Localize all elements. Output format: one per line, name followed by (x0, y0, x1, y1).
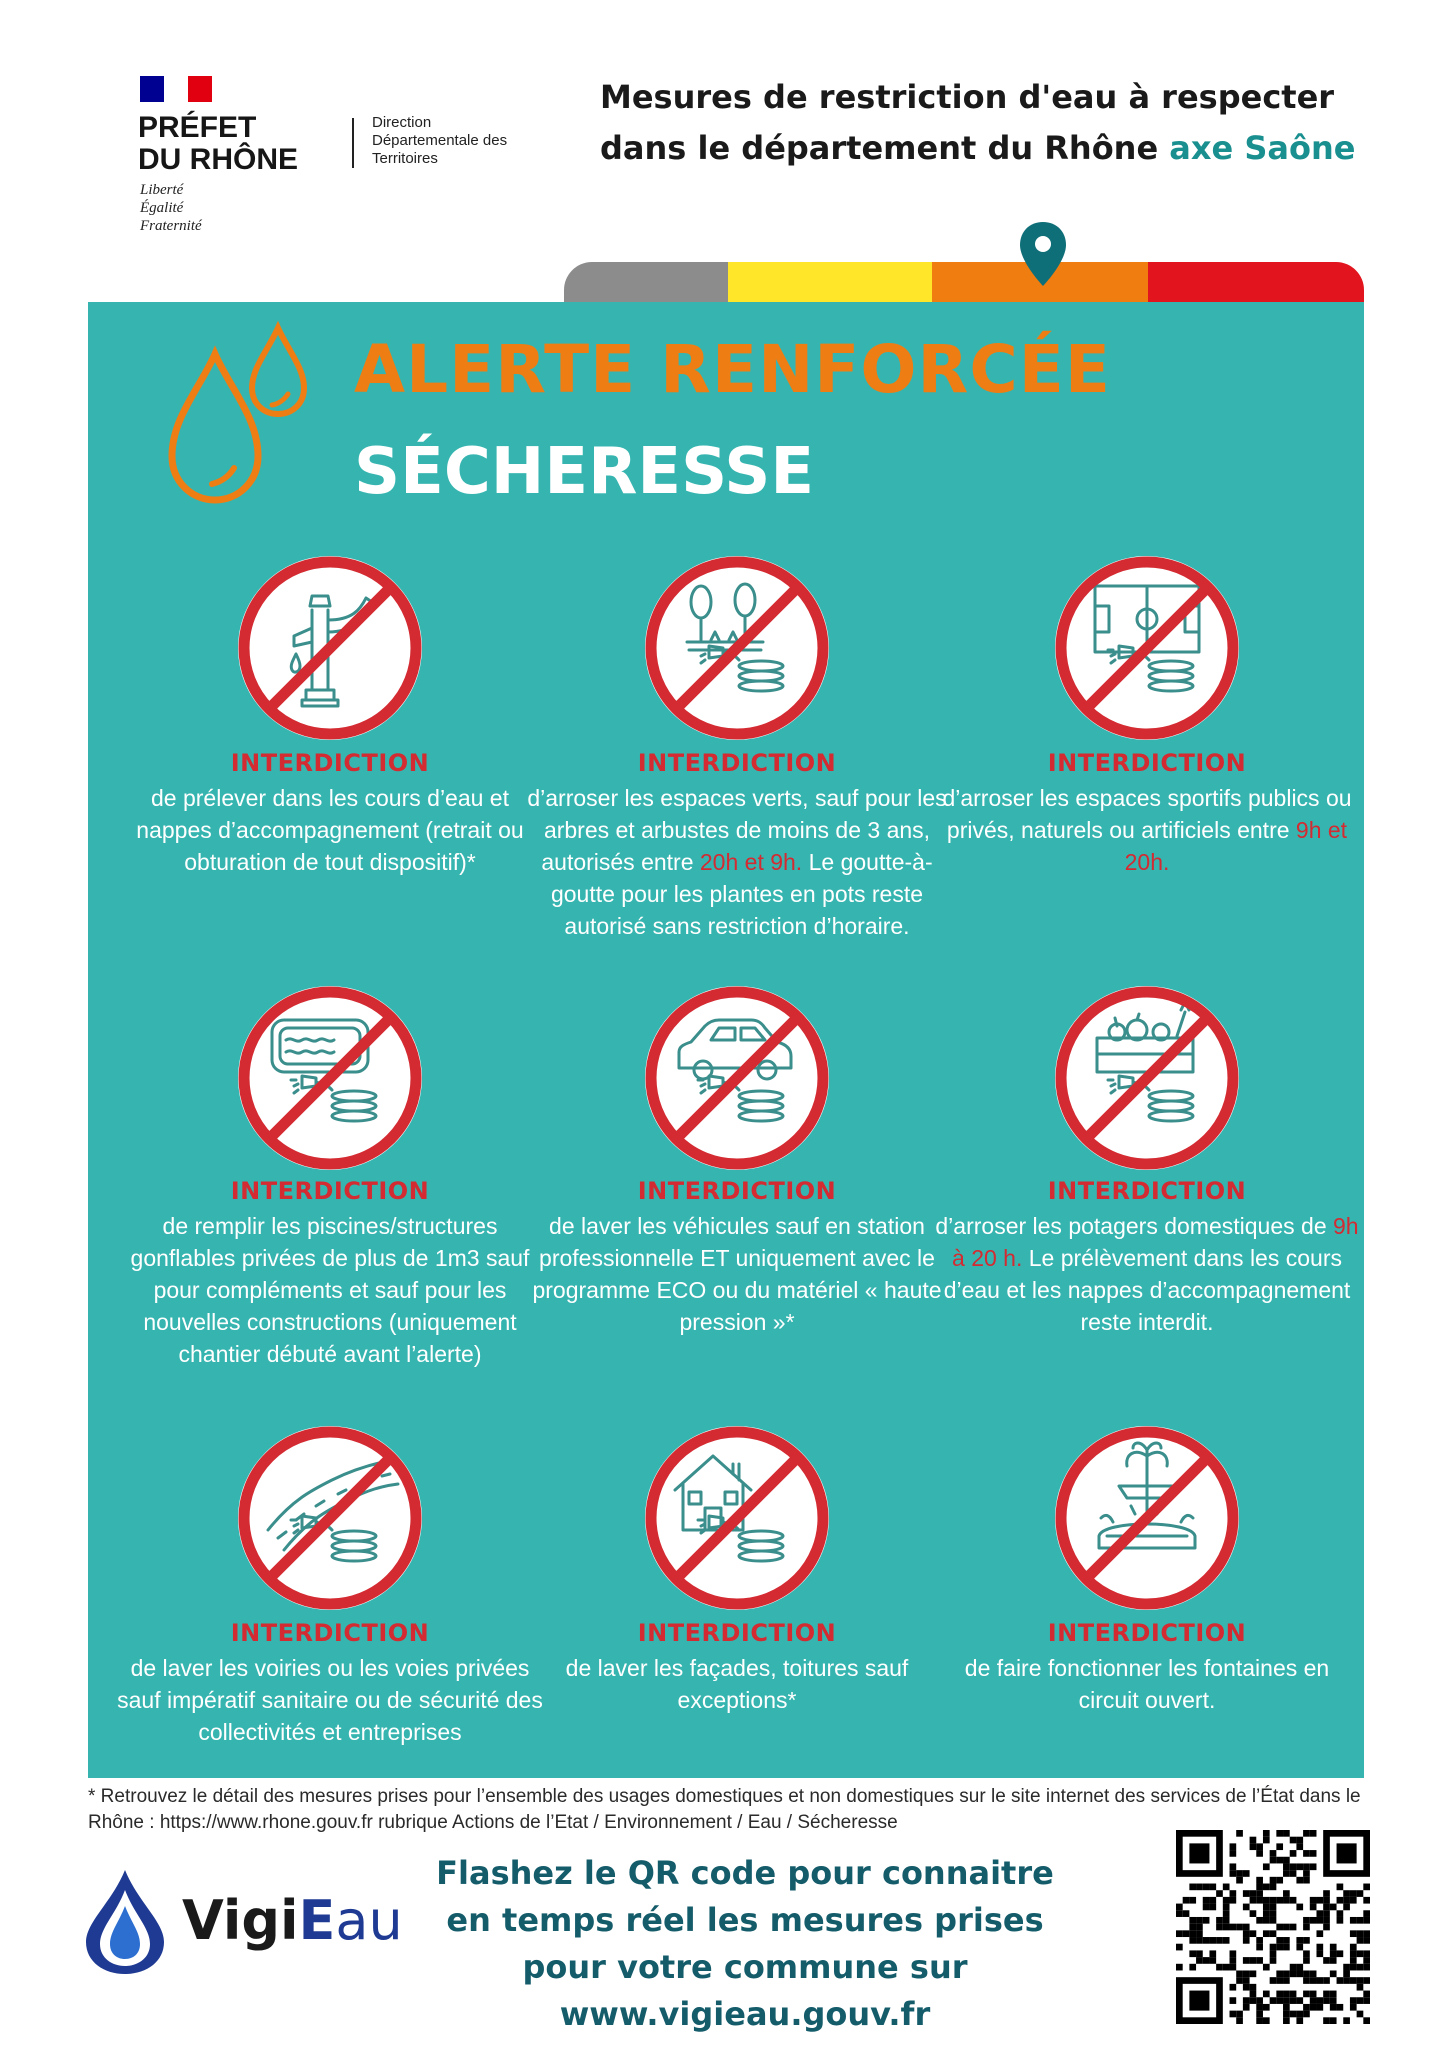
restriction-text: de prélever dans les cours d’eau et nappes d’accompagnement (retrait ou obturation de tout dispositif)* (136, 785, 524, 875)
vegetable-garden-icon (1049, 980, 1245, 1176)
restriction-label: INTERDICTION (230, 749, 430, 777)
water-pump-icon (232, 550, 428, 746)
restriction-description (522, 782, 952, 942)
republic-motto: Liberté Égalité Fraternité (140, 182, 202, 234)
restriction-text: de laver les véhicules sauf en station professionnelle ET uniquement avec le programme ECO ou du matériel « haute pression »* (532, 1213, 942, 1335)
fountain-icon (1049, 1420, 1245, 1616)
french-flag-logo (140, 76, 212, 102)
restriction-text: d’arroser les espaces verts, sauf pour les arbres et arbustes de moins de 3 ans, autorisés entre (527, 785, 947, 875)
restriction-description (932, 782, 1362, 878)
level-alerte (728, 262, 932, 302)
restriction-text: d’arroser les potagers domestiques de (935, 1213, 1333, 1239)
restriction-description (932, 1652, 1362, 1716)
restriction-label: INTERDICTION (230, 1619, 430, 1647)
restriction-hours: 9h à 20 h. (952, 1213, 1359, 1271)
alert-level-bar (564, 262, 1364, 302)
restriction-label: INTERDICTION (637, 1177, 837, 1205)
qr-code-icon[interactable] (1176, 1830, 1370, 2024)
restriction-text: Le goutte-à-goutte pour les plantes en pots reste autorisé sans restriction d’horaire. (550, 849, 933, 939)
prefet-name: PRÉFET DU RHÔNE (138, 111, 299, 176)
restriction-label: INTERDICTION (230, 1177, 430, 1205)
direction-label: Direction Départementale des Territoires (372, 114, 508, 167)
flag-red (188, 76, 212, 102)
restriction-text: de remplir les piscines/structures gonflables privées de plus de 1m3 sauf pour compléments et sauf pour les nouvelles constructions (uniquement chantier débuté avant l’alerte) (130, 1213, 530, 1367)
restriction-description (115, 1210, 545, 1370)
page-title-text: Mesures de restriction d'eau à respecter dans le département du Rhône (600, 78, 1335, 167)
restriction-text: d’arroser les espaces sportifs publics ou privés, naturels ou artificiels entre (942, 785, 1352, 843)
level-vigilance (564, 262, 728, 302)
restriction-label: INTERDICTION (1047, 749, 1247, 777)
alert-title: ALERTE RENFORCÉE (354, 331, 1111, 408)
house-wash-icon (639, 1420, 835, 1616)
restriction-text: de faire fonctionner les fontaines en circuit ouvert. (964, 1655, 1330, 1713)
qr-instructions: Flashez le QR code pour connaitre en temps réel les mesures prises pour votre commune sur www.vigieau.gouv.fr (436, 1854, 1054, 2033)
restriction-text: de laver les façades, toitures sauf exceptions* (565, 1655, 909, 1713)
restriction-description (115, 1652, 545, 1748)
pool-icon (232, 980, 428, 1176)
flag-white (164, 76, 188, 102)
footnote: * Retrouvez le détail des mesures prises pour l’ensemble des usages domestiques et non domestiques sur le site internet des services de l’État dans le Rhône : https://www.rhone.gouv.fr rubrique Actions de l’Etat / Environnement / Eau / Sécheresse (88, 1786, 1361, 1833)
vigieau-wordmark (182, 1886, 402, 1956)
vigieau-e: E (298, 1889, 336, 1952)
restriction-text: Le prélèvement dans les cours d’eau et les nappes d’accompagnement reste interdit. (943, 1245, 1351, 1335)
restriction-label: INTERDICTION (1047, 1619, 1247, 1647)
page-title (600, 72, 1360, 174)
flag-blue (140, 76, 164, 102)
alert-subtitle: SÉCHERESSE (354, 435, 815, 509)
restriction-description (115, 782, 545, 878)
road-wash-icon (232, 1420, 428, 1616)
restriction-label: INTERDICTION (637, 749, 837, 777)
restriction-description (522, 1652, 952, 1716)
restriction-hours: 9h et 20h. (1124, 817, 1348, 875)
restriction-description (522, 1210, 952, 1338)
restriction-hours: 20h et 9h. (699, 849, 803, 875)
vigieau-au: au (335, 1889, 403, 1952)
vigieau-vigi: Vigi (182, 1889, 299, 1952)
header-separator (352, 118, 354, 168)
page-title-axis: axe Saône (1169, 129, 1356, 167)
restriction-label: INTERDICTION (637, 1619, 837, 1647)
map-pin-icon (1018, 220, 1068, 302)
restriction-label: INTERDICTION (1047, 1177, 1247, 1205)
car-wash-icon (639, 980, 835, 1176)
water-drops-icon (160, 318, 320, 508)
vigieau-logo-icon (80, 1866, 170, 1976)
level-crise (1148, 262, 1364, 302)
restriction-description (932, 1210, 1362, 1338)
restriction-text: de laver les voiries ou les voies privées sauf impératif sanitaire ou de sécurité des collectivités et entreprises (117, 1655, 543, 1745)
green-spaces-icon (639, 550, 835, 746)
sports-field-icon (1049, 550, 1245, 746)
